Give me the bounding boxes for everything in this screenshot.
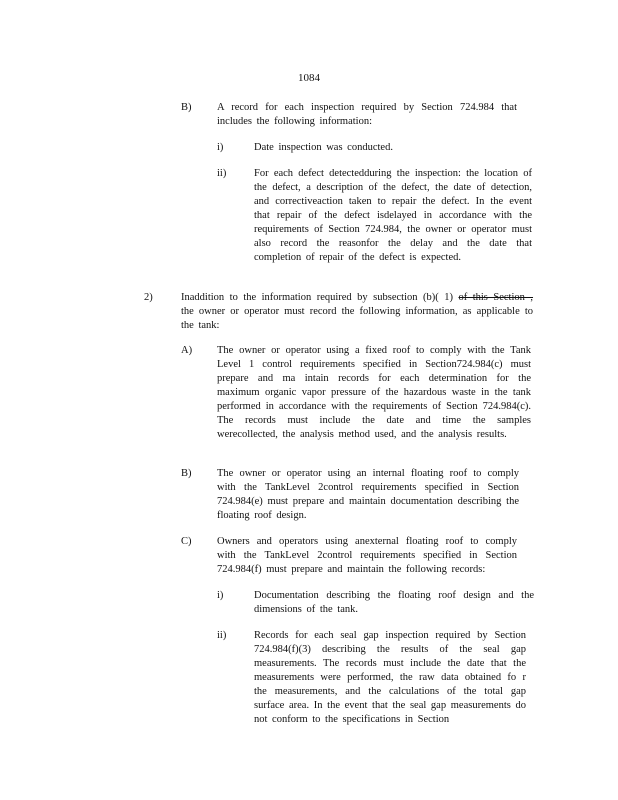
struck-text: of this Section ,: [458, 292, 534, 303]
item-label: B): [181, 468, 192, 479]
item-text-before: Inaddition to the information required by subsection (b)( 1): [181, 292, 453, 303]
item-text: Documentation describing the floating roof design and the dimensions of the tank.: [254, 590, 534, 615]
item-label: ii): [217, 630, 227, 641]
item-text: The owner or operator using an internal floating roof to comply with the TankLevel 2control requirements specified in Section 724.984(e) must prepare and maintain documentation describing the floating roof design.: [217, 468, 519, 521]
item-label: ii): [217, 168, 227, 179]
item-text-after: the owner or operator must record the following information, as applicable to the tank:: [181, 306, 533, 331]
item-text: Owners and operators using anexternal floating roof to comply with the TankLevel 2control requirements specified in Section 724.984(f) must prepare and maintain the following records:: [217, 536, 517, 575]
item-text: A record for each inspection required by Section 724.984 that includes the following information:: [217, 102, 517, 127]
item-text: For each defect detectedduring the inspection: the location of the defect, a description of the defect, the date of detection, and correctiveaction taken to repair the defect. In the event that repair of the defect isdelayed in accordance with the requirements of Section 724.984, the owner or operator must also record the reasonfor the delay and the date that completion of repair of the defect is expected.: [254, 168, 532, 263]
item-text: Date inspection was conducted.: [254, 142, 393, 153]
item-label: C): [181, 536, 192, 547]
item-label: i): [217, 142, 224, 153]
item-label: A): [181, 345, 193, 356]
item-label: 2): [144, 292, 153, 303]
item-label: i): [217, 590, 224, 601]
item-label: B): [181, 102, 192, 113]
item-text: [181, 291, 533, 333]
item-text: Records for each seal gap inspection required by Section 724.984(f)(3) describing the results of the seal gap measurements. The records must include the date that the measurements were performed, the raw data obtained fo r the measurements, and the calculations of the total gap surface area. In the event that the seal gap measurements do not conform to the specifications in Section: [254, 630, 526, 725]
page-number: 1084: [298, 72, 320, 84]
item-text: The owner or operator using a fixed roof to comply with the Tank Level 1 control requirements specified in Section724.984(c) must prepare and ma intain records for each determination for the maximum organic vapor pressure of the hazardous waste in the tank performed in accordance with the requirements of Section 724.984(c). The records must include the date and time the samples werecollected, the analysis method used, and the analysis results.: [217, 345, 531, 440]
